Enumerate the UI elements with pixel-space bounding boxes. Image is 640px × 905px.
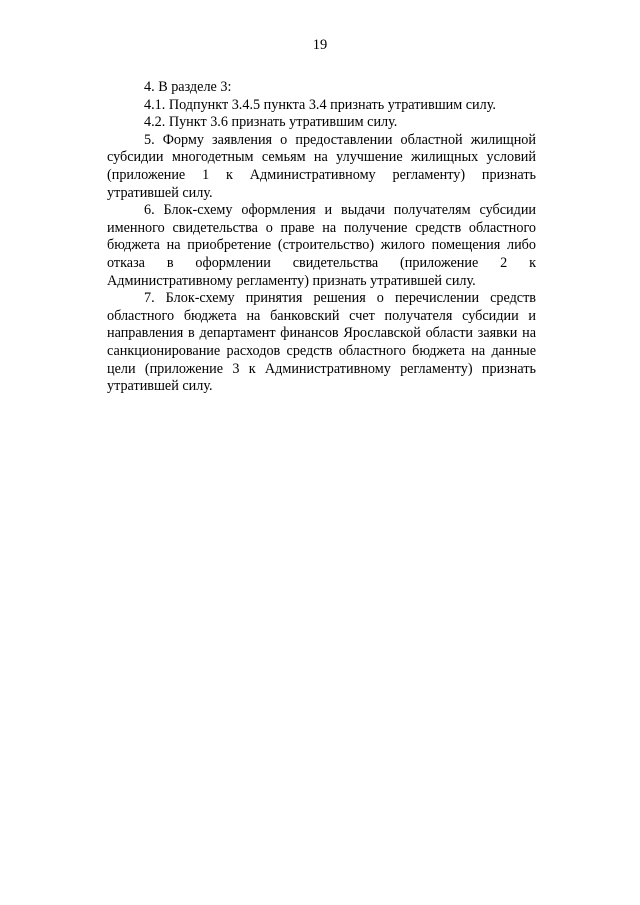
item-4-1: 4.1. Подпункт 3.4.5 пункта 3.4 признать утратившим силу.: [144, 96, 496, 113]
document-body: [107, 79, 536, 396]
item-4-2: 4.2. Пункт 3.6 признать утратившим силу.: [144, 114, 398, 131]
item-7-paragraph: 7. Блок-схему принятия решения о перечислении средств областного бюджета на банковский счет получателя субсидии и направления в департамент финансов Ярославской области заявки на санкционирование расходов средств областного бюджета на данные цели (приложение 3 к Административному регламенту) признать утратившей силу.: [107, 290, 536, 395]
item-6-paragraph: 6. Блок-схему оформления и выдачи получателям субсидии именного свидетельства о праве на получение средств областного бюджета на приобретение (строительство) жилого помещения либо отказа в оформлении свидетельства (приложение 2 к Административному регламенту) признать утратившей силу.: [107, 202, 536, 289]
item-5-paragraph: 5. Форму заявления о предоставлении областной жилищной субсидии многодетным семьям на улучшение жилищных условий (приложение 1 к Административному регламенту) признать утратившей силу.: [107, 131, 536, 201]
section-3-heading: 4. В разделе 3:: [144, 79, 232, 95]
page-number: 19: [312, 37, 328, 53]
